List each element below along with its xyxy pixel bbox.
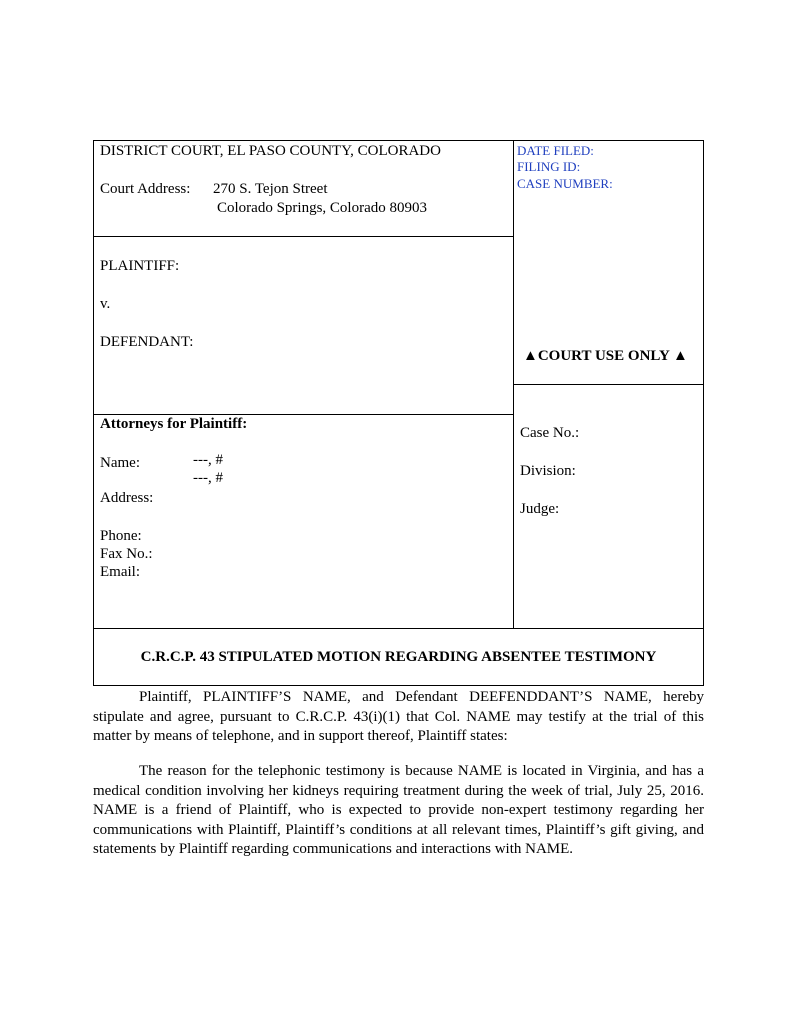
- body-paragraph-1: Plaintiff, PLAINTIFF’S NAME, and Defendant DEEFENDDANT’S NAME, hereby stipulate and agree, pursuant to C.R.C.P. 43(i)(1) that Col. NAME may testify at the trial of this matter by means of telephone, and in support thereof, Plaintiff states:: [93, 689, 704, 745]
- case-no-label: Case No.:: [520, 425, 580, 441]
- document-title: C.R.C.P. 43 STIPULATED MOTION REGARDING ABSENTEE TESTIMONY: [140, 649, 657, 665]
- plaintiff-label: PLAINTIFF:: [100, 258, 180, 274]
- division-label: Division:: [520, 463, 576, 479]
- date-filed-label: DATE FILED:: [517, 143, 594, 158]
- attorney-fax-label: Fax No.:: [100, 546, 153, 562]
- attorney-address-label: Address:: [100, 490, 154, 506]
- court-address-line2: Colorado Springs, Colorado 80903: [217, 200, 427, 216]
- attorney-name-label: Name:: [100, 455, 140, 471]
- court-address-label: Court Address:: [100, 181, 191, 197]
- body-paragraph-2: The reason for the telephonic testimony is because NAME is located in Virginia, and has a medical condition involving her kidneys requiring treatment during the week of trial, July 25, 2016. NAME is a friend of Plaintiff, who is expected to provide non-expert testimony regarding her communications with Plaintiff, Plaintiff’s conditions at all relevant times, Plaintiff’s gift giving, and statements by Plaintiff regarding communications and interactions with NAME.: [93, 763, 704, 858]
- caption-divider-court: [94, 236, 513, 237]
- caption-divider-court-use: [513, 384, 703, 385]
- court-address-line1: 270 S. Tejon Street: [213, 181, 328, 197]
- judge-label: Judge:: [520, 501, 560, 517]
- caption-table: [93, 140, 704, 686]
- case-number-label: CASE NUMBER:: [517, 176, 613, 191]
- attorney-name-line2: ---, #: [193, 470, 223, 486]
- caption-divider-vertical: [513, 141, 514, 629]
- attorneys-heading: Attorneys for Plaintiff:: [100, 416, 248, 432]
- defendant-label: DEFENDANT:: [100, 334, 194, 350]
- court-use-only: ▲COURT USE ONLY ▲: [523, 348, 688, 364]
- filing-id-label: FILING ID:: [517, 159, 581, 174]
- versus-label: v.: [100, 296, 111, 312]
- court-name: DISTRICT COURT, EL PASO COUNTY, COLORADO: [100, 143, 441, 159]
- attorney-name-line1: ---, #: [193, 452, 223, 468]
- attorney-phone-label: Phone:: [100, 528, 142, 544]
- attorney-email-label: Email:: [100, 564, 140, 580]
